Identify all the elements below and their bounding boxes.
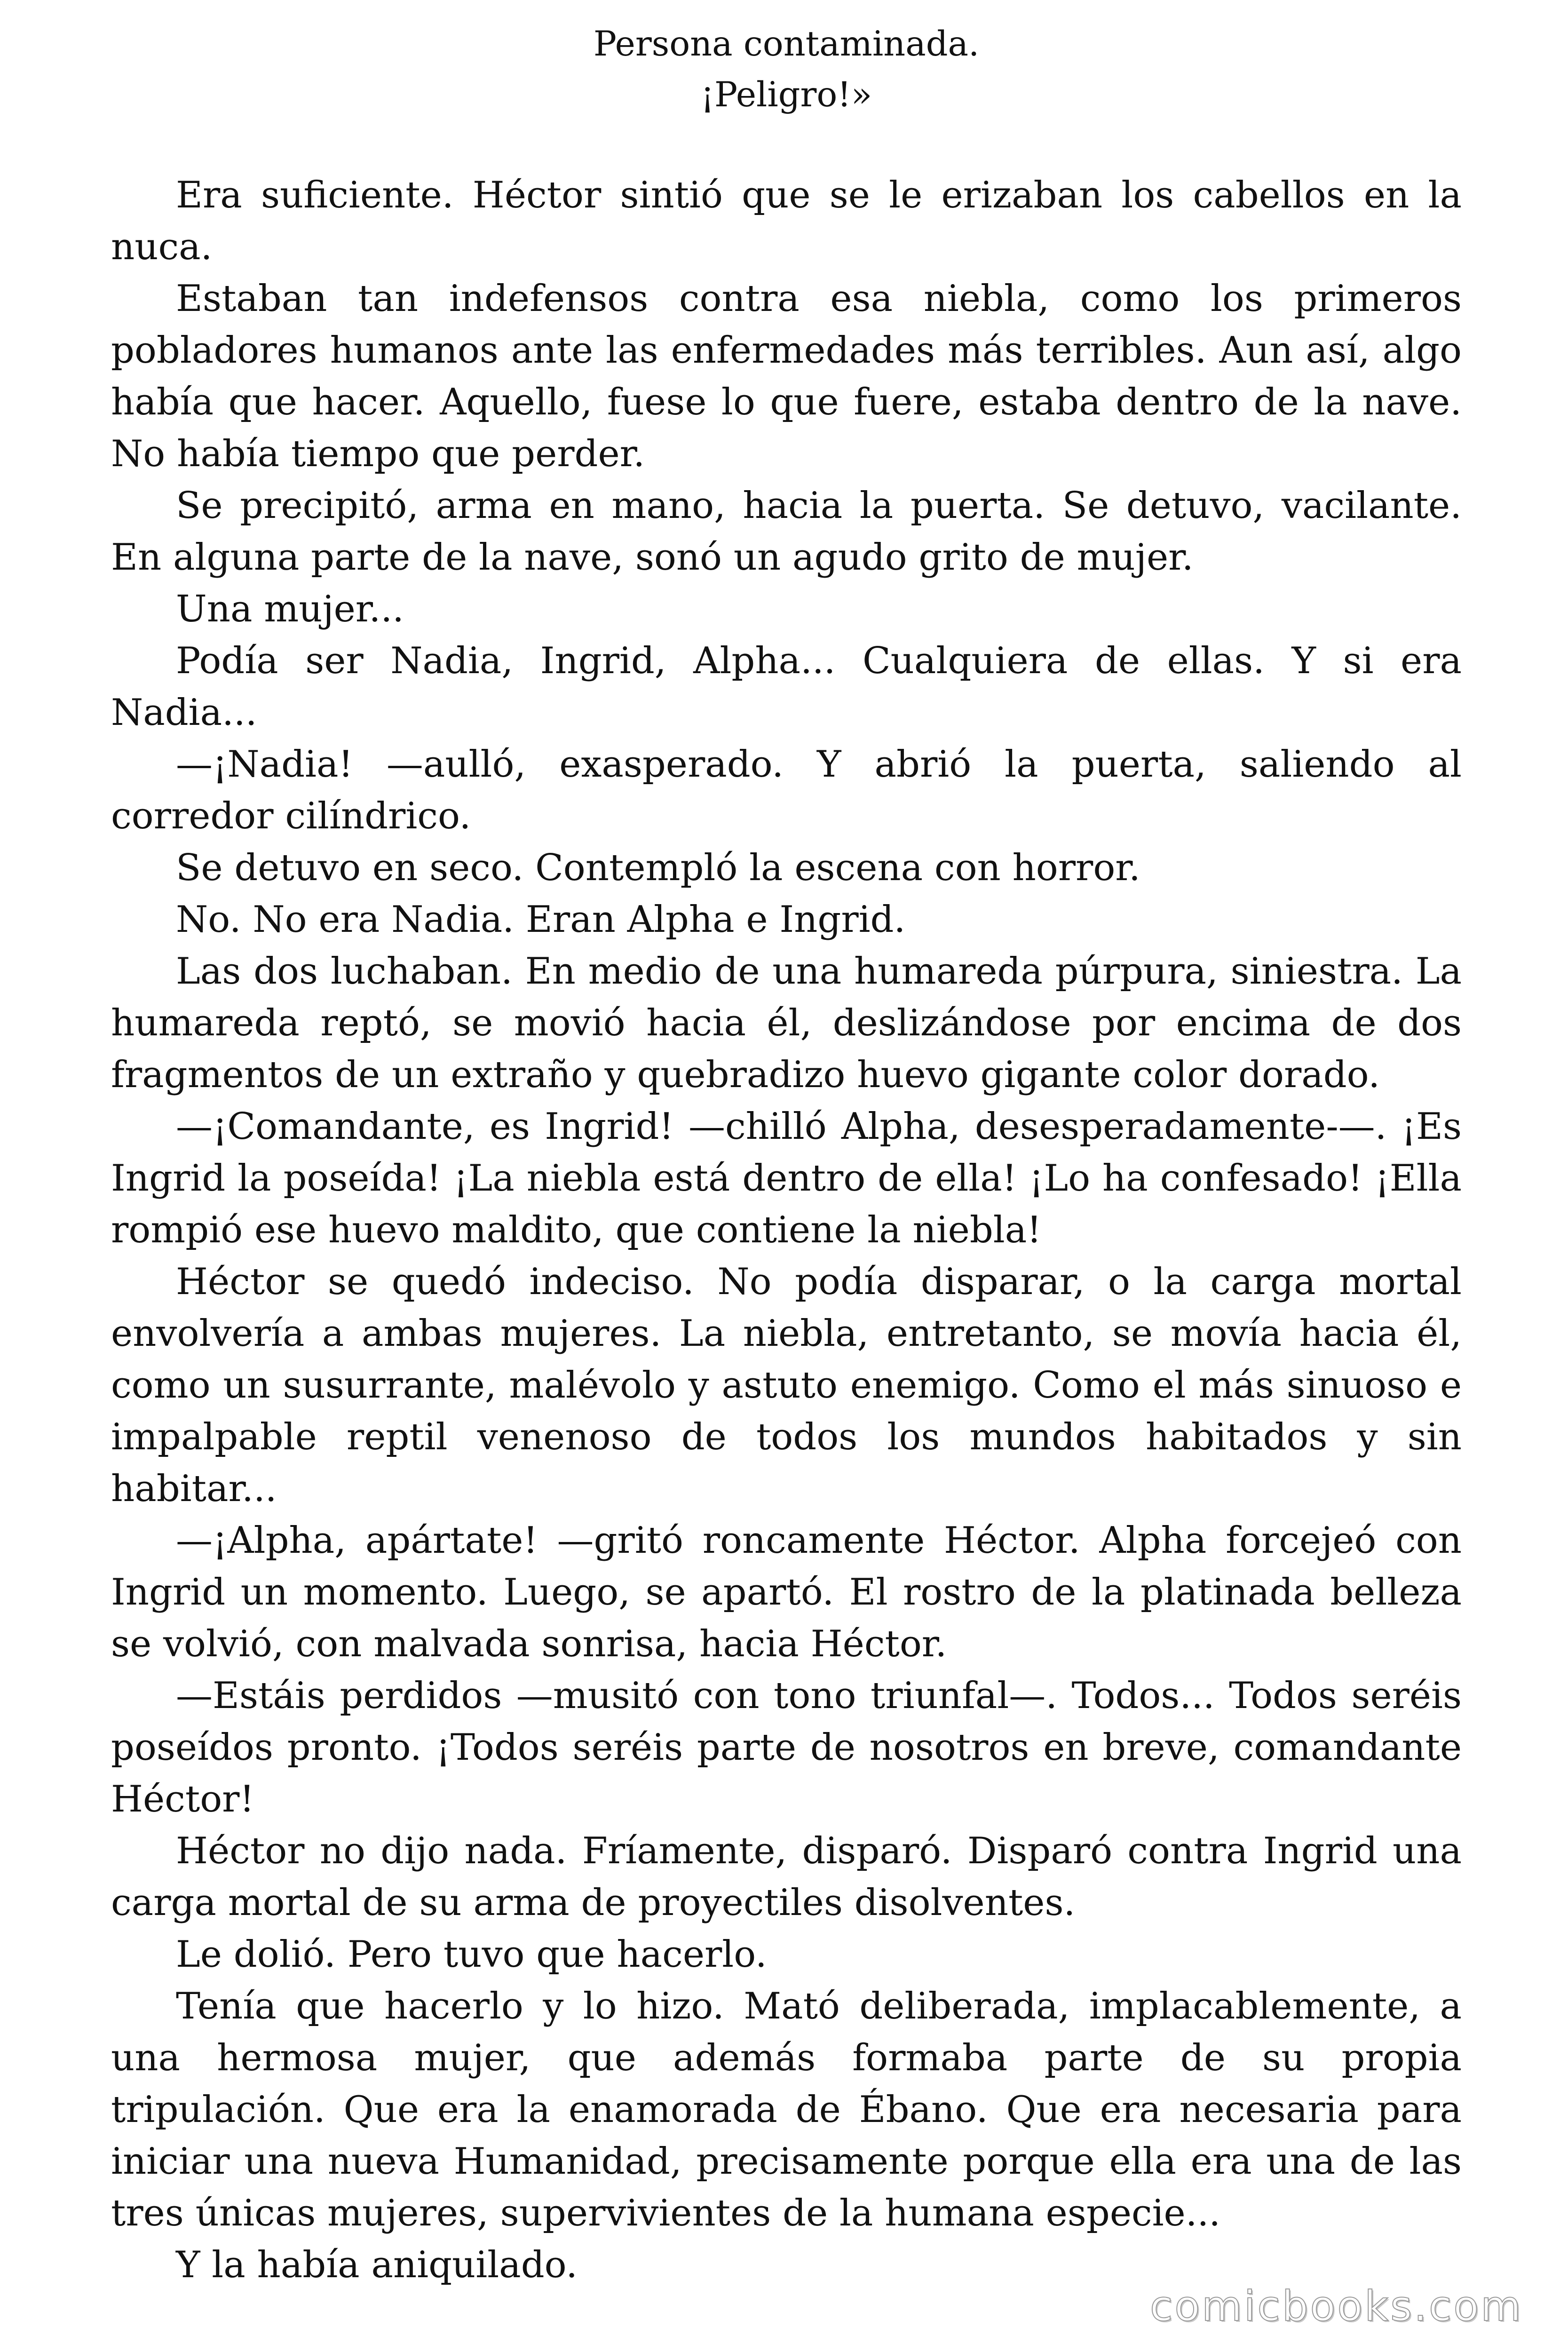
paragraph: Y la había aniquilado.: [176, 2244, 578, 2286]
page-content: [111, 19, 1462, 2291]
paragraph: Podía ser Nadia, Ingrid, Alpha... Cualquiera de ellas. Y si era Nadia...: [111, 640, 1462, 734]
paragraph: Una mujer...: [176, 588, 404, 630]
paragraph: Se detuvo en seco. Contempló la escena con horror.: [176, 847, 1140, 889]
paragraph: —¡Nadia! —aulló, exasperado. Y abrió la puerta, saliendo al corredor cilíndrico.: [111, 743, 1462, 837]
paragraph: Las dos luchaban. En medio de una humareda púrpura, siniestra. La humareda reptó, se movió hacia él, deslizándose por encima de dos fragmentos de un extraño y quebradizo huevo gigante color dorado.: [111, 950, 1462, 1096]
paragraph: Héctor se quedó indeciso. No podía disparar, o la carga mortal envolvería a ambas mujeres. La niebla, entretanto, se movía hacia él, como un susurrante, malévolo y astuto enemigo. Como el más sinuoso e impalpable reptil venenoso de todos los mundos habitados y sin habitar...: [111, 1261, 1462, 1510]
paragraph: Estaban tan indefensos contra esa niebla, como los primeros pobladores humanos ante las enfermedades más terribles. Aun así, algo había que hacer. Aquello, fuese lo que fuere, estaba dentro de la nave. No había tiempo que perder.: [111, 278, 1462, 475]
heading-line-1: Persona contaminada.: [593, 24, 980, 64]
paragraph: Héctor no dijo nada. Fríamente, disparó. Disparó contra Ingrid una carga mortal de su arma de proyectiles disolventes.: [111, 1830, 1462, 1924]
paragraph: No. No era Nadia. Eran Alpha e Ingrid.: [176, 898, 906, 941]
paragraph: —¡Comandante, es Ingrid! —chilló Alpha, desesperadamente-—. ¡Es Ingrid la poseída! ¡La niebla está dentro de ella! ¡Lo ha confesado! ¡Ella rompió ese huevo maldito, que contiene la niebla!: [111, 1105, 1462, 1251]
paragraph: Tenía que hacerlo y lo hizo. Mató deliberada, implacablemente, a una hermosa mujer, que además formaba parte de su propia tripulación. Que era la enamorada de Ébano. Que era necesaria para iniciar una nueva Humanidad, precisamente porque ella era una de las tres únicas mujeres, supervivientes de la humana especie...: [111, 1985, 1462, 2234]
paragraph: —Estáis perdidos —musitó con tono triunfal—. Todos... Todos seréis poseídos pronto. ¡Todos seréis parte de nosotros en breve, comandante Héctor!: [111, 1675, 1462, 1820]
heading-line-2: ¡Peligro!»: [700, 75, 872, 115]
paragraph: Le dolió. Pero tuvo que hacerlo.: [176, 1933, 767, 1976]
paragraph: Se precipitó, arma en mano, hacia la puerta. Se detuvo, vacilante. En alguna parte de la nave, sonó un agudo grito de mujer.: [111, 485, 1462, 579]
section-heading: [111, 19, 1462, 120]
paragraph: —¡Alpha, apártate! —gritó roncamente Héctor. Alpha forcejeó con Ingrid un momento. Luego, se apartó. El rostro de la platinada belleza se volvió, con malvada sonrisa, hacia Héctor.: [111, 1519, 1462, 1665]
body-text: [111, 169, 1462, 2291]
paragraph: Era suficiente. Héctor sintió que se le erizaban los cabellos en la nuca.: [111, 174, 1462, 268]
watermark-text: comicbooks.com: [1149, 2282, 1523, 2330]
